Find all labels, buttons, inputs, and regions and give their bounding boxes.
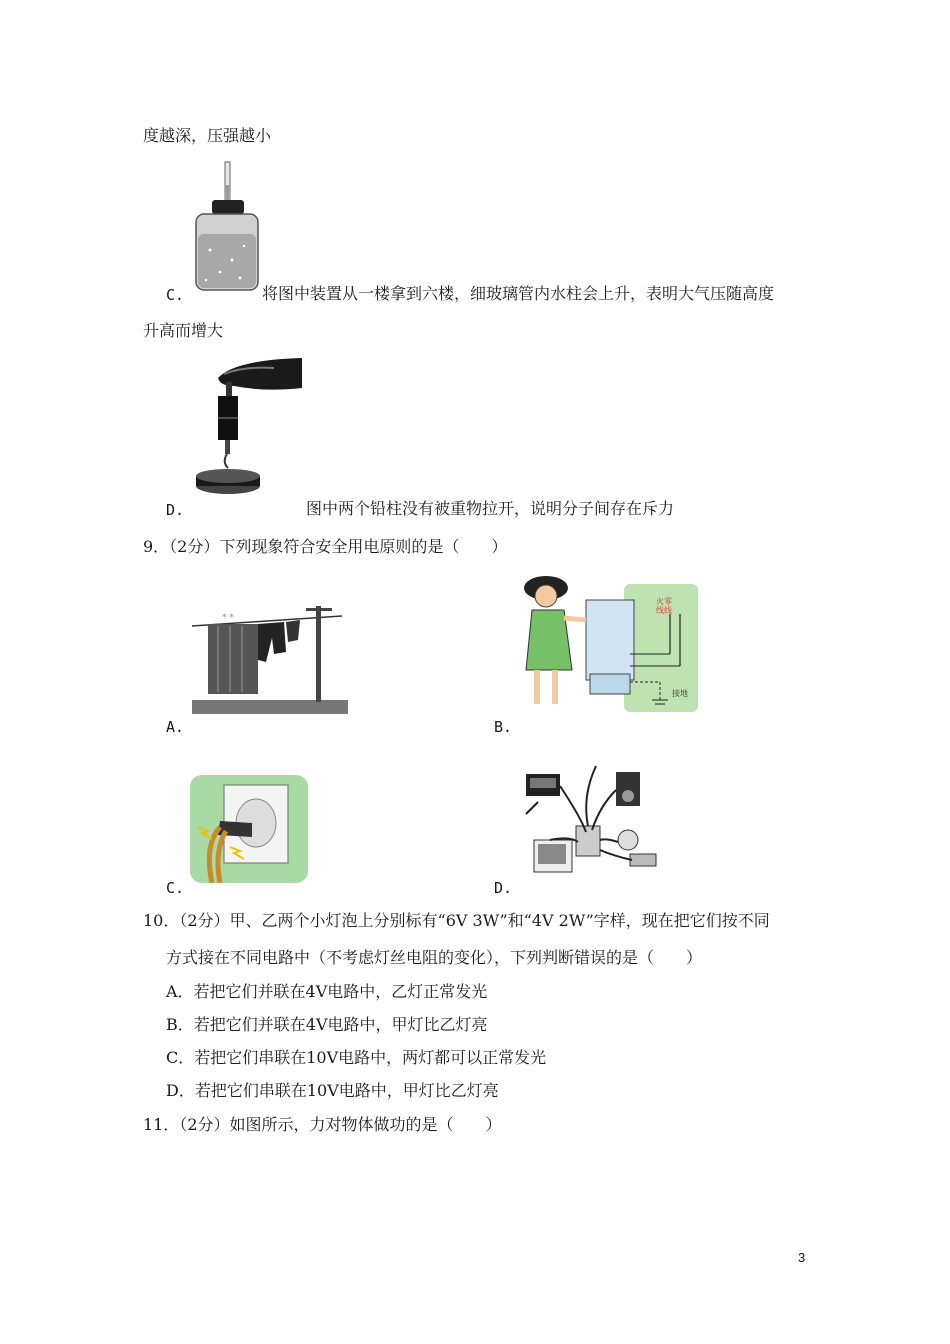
ground-label: 接地 [672, 689, 688, 698]
q9-option-d-label[interactable]: D. [494, 879, 513, 897]
q9-a-figure [192, 602, 348, 718]
q9-option-b-label[interactable]: B. [494, 718, 513, 736]
sparking-socket-image [190, 775, 308, 883]
q10-option-b[interactable]: B．若把它们并联在4V电路中，甲灯比乙灯亮 [166, 1015, 488, 1034]
q8-d-figure [194, 356, 304, 506]
q8-option-d-text: 图中两个铅柱没有被重物拉开，说明分子间存在斥力 [306, 499, 675, 518]
q8-option-c-label: C. [166, 286, 185, 304]
q9-c-figure [190, 775, 308, 887]
clothes-on-wire-image [192, 602, 348, 714]
q8-option-c-text-cont: 升高而增大 [143, 321, 224, 340]
q8-c-figure [192, 160, 264, 296]
q9-b-figure [520, 574, 698, 718]
grounded-fridge-image [520, 574, 698, 714]
q10-option-d[interactable]: D．若把它们串联在10V电路中，甲灯比乙灯亮 [166, 1081, 499, 1100]
q9-stem: 9．（2分）下列现象符合安全用电原则的是（ ） [143, 537, 508, 556]
q9-d-figure [520, 756, 660, 884]
q8-option-d-label: D. [166, 501, 185, 519]
q9-option-c-label[interactable]: C. [166, 879, 185, 897]
lead-cylinders-image [194, 356, 304, 502]
q11-stem: 11．（2分）如图所示，力对物体做功的是（ ） [143, 1115, 502, 1134]
q10-stem-cont: 方式接在不同电路中（不考虑灯丝电阻的变化），下列判断错误的是（ ） [166, 948, 703, 967]
q10-stem: 10．（2分）甲、乙两个小灯泡上分别标有“6V 3W”和“4V 2W”字样，现在把它们按不同 [143, 911, 770, 930]
live-neutral-label-2: 线线 [656, 606, 672, 615]
q9-option-a-label[interactable]: A. [166, 718, 185, 736]
svg-text:* *: * * [222, 613, 234, 623]
live-neutral-label: 火零 [656, 597, 672, 606]
q10-option-a[interactable]: A．若把它们并联在4V电路中，乙灯正常发光 [166, 982, 488, 1001]
page-number: 3 [798, 1250, 806, 1265]
q8-option-c-text: 将图中装置从一楼拿到六楼，细玻璃管内水柱会上升，表明大气压随高度 [262, 284, 775, 303]
q8-option-b-tail: 度越深，压强越小 [143, 126, 272, 145]
overloaded-socket-image [520, 756, 660, 880]
q10-option-c[interactable]: C．若把它们串联在10V电路中，两灯都可以正常发光 [166, 1048, 547, 1067]
barometer-jar-image [192, 160, 264, 292]
